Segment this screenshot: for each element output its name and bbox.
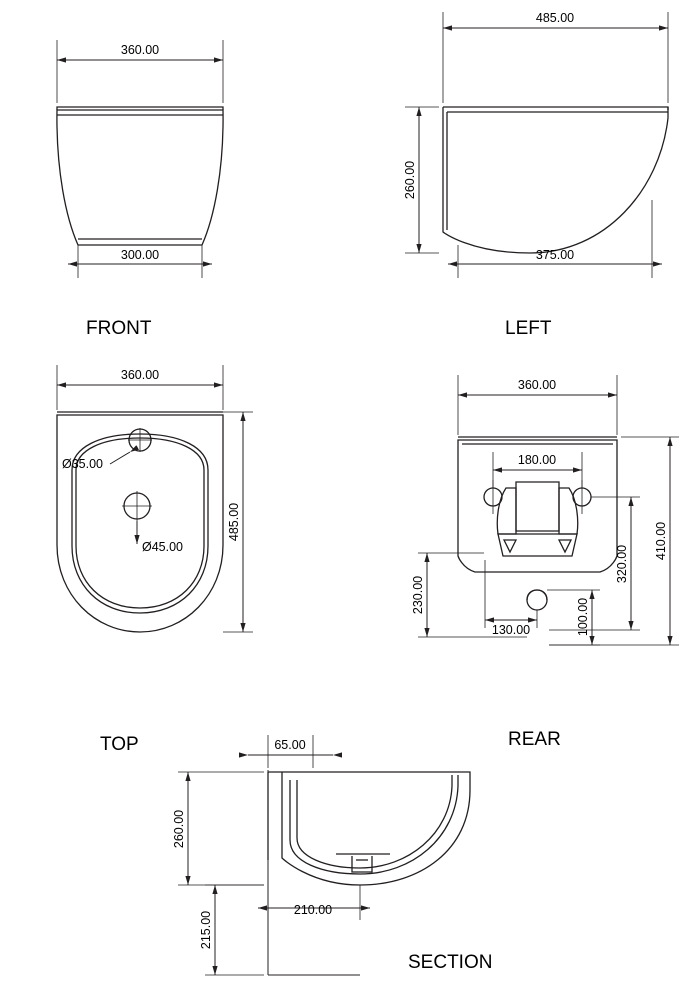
dim-left-lower: 375.00	[535, 248, 575, 262]
dim-top-length: 485.00	[227, 502, 241, 542]
dim-section-wall: 65.00	[274, 738, 306, 752]
view-rear	[411, 375, 679, 750]
dim-top-hole-large: Ø45.00	[142, 540, 184, 554]
rear-dim-width	[458, 375, 617, 435]
view-left	[403, 11, 668, 339]
section-dim-wall	[248, 735, 333, 768]
dim-left-overall: 485.00	[535, 11, 575, 25]
rear-dim-height-inner	[549, 497, 640, 630]
label-top: TOP	[100, 734, 139, 755]
dim-section-height: 260.00	[172, 809, 186, 849]
top-outline	[57, 412, 223, 632]
dim-rear-waste-offset: 130.00	[491, 623, 531, 637]
section-dim-inner-length	[258, 885, 370, 920]
section-dim-lower-height	[199, 885, 264, 975]
label-section: SECTION	[408, 952, 493, 973]
view-top	[57, 365, 253, 755]
front-dim-bottom-width	[68, 245, 212, 278]
dim-rear-offset-bottom: 100.00	[576, 597, 590, 637]
dim-front-top-width: 360.00	[120, 43, 160, 57]
dim-rear-height-inner: 320.00	[615, 544, 629, 584]
left-dim-overall	[443, 11, 668, 103]
dim-rear-bolt-spacing: 180.00	[517, 453, 557, 467]
dim-rear-height-outer: 410.00	[654, 521, 668, 561]
view-front	[57, 40, 223, 339]
top-callout-large-hole	[137, 521, 183, 554]
left-dim-lower	[448, 200, 662, 278]
top-dim-length	[223, 412, 253, 632]
label-left: LEFT	[505, 318, 552, 339]
top-dim-width	[57, 365, 223, 410]
rear-dim-offset-bottom	[547, 590, 600, 645]
dim-front-bottom-width: 300.00	[120, 248, 160, 262]
label-front: FRONT	[86, 318, 152, 339]
dim-rear-height-left: 230.00	[411, 575, 425, 615]
section-outline	[268, 770, 470, 975]
section-dim-height	[172, 772, 264, 885]
top-callout-small-hole	[62, 452, 130, 471]
front-dim-top-width	[57, 40, 223, 103]
rear-dim-height-outer	[549, 437, 679, 645]
front-outline	[57, 107, 223, 245]
left-dim-height	[403, 107, 439, 253]
left-outline	[443, 107, 668, 253]
dim-top-width: 360.00	[120, 368, 160, 382]
dim-rear-width: 360.00	[517, 378, 557, 392]
dim-left-height: 260.00	[403, 160, 417, 200]
view-section	[172, 735, 492, 975]
dim-section-inner-length: 210.00	[293, 903, 333, 917]
dim-top-hole-small: Ø35.00	[61, 457, 103, 471]
dim-section-lower-height: 215.00	[199, 910, 213, 950]
label-rear: REAR	[508, 729, 561, 750]
